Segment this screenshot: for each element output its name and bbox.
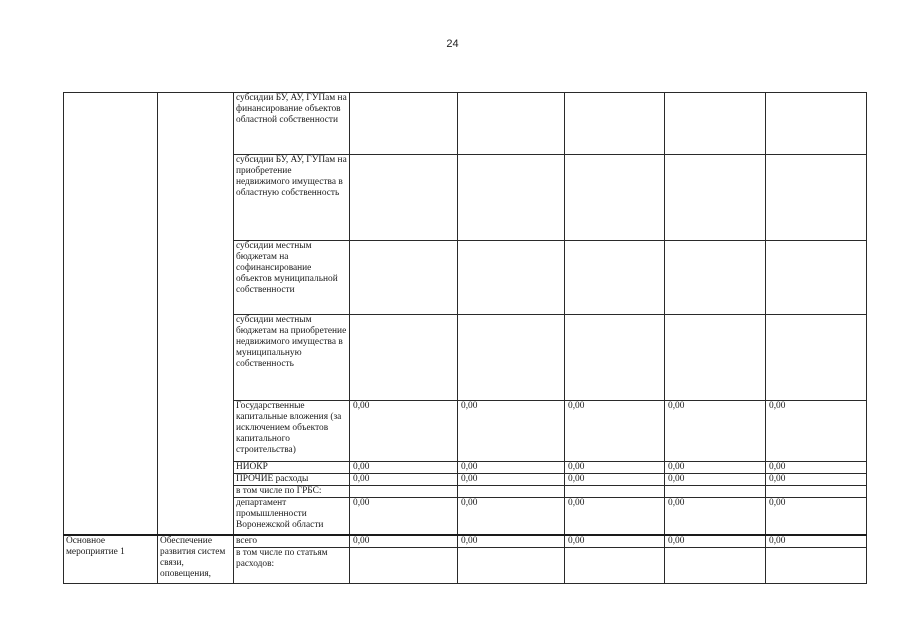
value-cell xyxy=(565,241,665,315)
row-label: субсидии БУ, АУ, ГУПам на финансирование объектов областной собственности xyxy=(234,93,350,155)
row-label: всего xyxy=(234,535,350,548)
value-cell xyxy=(665,93,766,155)
value-cell xyxy=(665,241,766,315)
value-cell: 0,00 xyxy=(350,401,458,462)
value-cell: 0,00 xyxy=(458,474,565,486)
value-cell: 0,00 xyxy=(458,498,565,535)
value-cell xyxy=(665,486,766,498)
row-label: субсидии местным бюджетам на софинансирование объектов муниципальной собственности xyxy=(234,241,350,315)
value-cell: 0,00 xyxy=(565,535,665,548)
name-cell-empty xyxy=(158,93,234,535)
value-cell xyxy=(665,547,766,583)
value-cell xyxy=(565,315,665,401)
value-cell: 0,00 xyxy=(766,462,867,474)
value-cell: 0,00 xyxy=(665,462,766,474)
value-cell xyxy=(458,155,565,241)
row-label: субсидии местным бюджетам на приобретение недвижимого имущества в муниципальную собственность xyxy=(234,315,350,401)
row-label: Государственные капитальные вложения (за исключением объектов капитального строительства) xyxy=(234,401,350,462)
value-cell xyxy=(350,486,458,498)
value-cell xyxy=(565,486,665,498)
value-cell: 0,00 xyxy=(458,535,565,548)
value-cell xyxy=(665,155,766,241)
value-cell xyxy=(766,155,867,241)
value-cell: 0,00 xyxy=(565,462,665,474)
value-cell xyxy=(766,547,867,583)
value-cell xyxy=(458,547,565,583)
value-cell xyxy=(458,93,565,155)
value-cell xyxy=(565,547,665,583)
row-label: НИОКР xyxy=(234,462,350,474)
value-cell xyxy=(565,155,665,241)
value-cell xyxy=(665,315,766,401)
value-cell: 0,00 xyxy=(665,535,766,548)
value-cell xyxy=(350,241,458,315)
value-cell xyxy=(766,241,867,315)
value-cell: 0,00 xyxy=(458,462,565,474)
value-cell xyxy=(458,241,565,315)
value-cell: 0,00 xyxy=(665,401,766,462)
value-cell xyxy=(458,315,565,401)
value-cell: 0,00 xyxy=(766,498,867,535)
value-cell xyxy=(350,93,458,155)
row-label: департамент промышленности Воронежской области xyxy=(234,498,350,535)
value-cell: 0,00 xyxy=(565,401,665,462)
event-status: Основное мероприятие 1 xyxy=(64,535,158,584)
table-row xyxy=(64,93,867,155)
page-number: 24 xyxy=(446,38,459,50)
status-cell-empty xyxy=(64,93,158,535)
value-cell: 0,00 xyxy=(766,474,867,486)
value-cell xyxy=(565,93,665,155)
row-label: в том числе по ГРБС: xyxy=(234,486,350,498)
row-label: ПРОЧИЕ расходы xyxy=(234,474,350,486)
value-cell: 0,00 xyxy=(665,474,766,486)
value-cell xyxy=(766,93,867,155)
value-cell xyxy=(350,155,458,241)
value-cell: 0,00 xyxy=(350,498,458,535)
value-cell xyxy=(350,547,458,583)
value-cell: 0,00 xyxy=(565,474,665,486)
value-cell xyxy=(458,486,565,498)
budget-table xyxy=(63,92,867,584)
value-cell: 0,00 xyxy=(350,535,458,548)
value-cell: 0,00 xyxy=(350,474,458,486)
value-cell xyxy=(350,315,458,401)
table-row xyxy=(64,535,867,548)
value-cell xyxy=(766,315,867,401)
event-name: Обеспечение развития систем связи, оповещения, xyxy=(158,535,234,584)
value-cell: 0,00 xyxy=(458,401,565,462)
value-cell: 0,00 xyxy=(766,401,867,462)
row-label: субсидии БУ, АУ, ГУПам на приобретение недвижимого имущества в областную собственность xyxy=(234,155,350,241)
value-cell: 0,00 xyxy=(565,498,665,535)
row-label: в том числе по статьям расходов: xyxy=(234,547,350,583)
value-cell: 0,00 xyxy=(766,535,867,548)
value-cell xyxy=(766,486,867,498)
value-cell: 0,00 xyxy=(665,498,766,535)
value-cell: 0,00 xyxy=(350,462,458,474)
